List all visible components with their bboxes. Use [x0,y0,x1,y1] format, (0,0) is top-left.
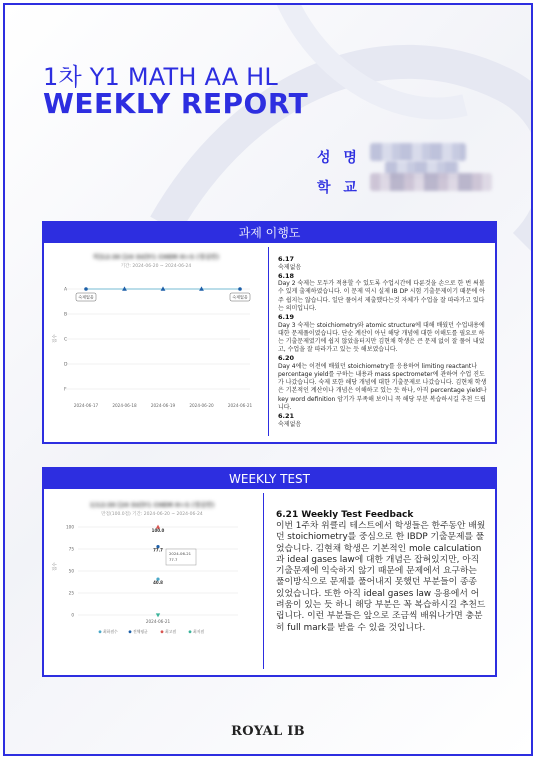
status-tag-label: 숙제없음 [232,294,248,300]
log-text: 숙제없음 [278,263,302,271]
x-tick-label: 2024-06-21 [227,403,253,408]
tooltip-line: 77.7 [169,557,178,562]
log-date: 6.19 [278,313,295,322]
x-tick-label: 2024-06-20 [189,403,214,408]
log-text: Day 3 숙제는 stoichiometry와 atomic structure에 대해 배웠던 수업내용에 대한 문제풀이였습니다. 단순 계산이 아닌 해당 개념에 대한 이해도를 필요로 하는 기출문제였기에 쉽지 않았을터지만 김현채 학생은 큰 문제 없이 잘 풀어 내었고, 수업을 잘 따라가고 있는 듯 해보였습니다. [278,321,485,354]
report-title: WEEKLY REPORT [43,87,309,120]
school-value-redacted [370,173,492,191]
y-tick-label: D [64,362,68,368]
assignment-chart [48,247,260,441]
weekly-test-section [42,467,497,677]
log-date: 6.18 [278,271,295,280]
data-point [122,286,127,290]
log-text: Day 2 숙제는 모두가 적용할 수 있도록 수업시간에 다룬것을 손으로 한 번 써볼 수 있게 출제하였습니다. 이 문제 역시 실제 IB DP 시험 기출문제이기 때문에 아주 쉽지는 않습니다. 일단 풀어서 제출했다는것 자체가 수업을 잘 따라가고 있다는 의미입니다. [278,280,486,312]
log-date: 6.21 [278,412,295,421]
report-subtitle: 1차 Y1 MATH AA HL [43,63,278,91]
data-point [238,287,242,291]
log-text: 숙제없음 [278,420,302,428]
weekly-test-chart-subtitle: 만점(100.0점) 기간: 2024-06-20 ~ 2024-06-24 [101,512,203,517]
y-tick-label: 75 [68,546,74,552]
data-label: 40.8 [153,580,163,586]
legend-marker [161,630,164,633]
y-tick-label: B [64,312,68,318]
legend-label: 최저점 [193,629,205,634]
feedback-text: 이번 1주차 위클리 테스트에서 학생들은 한주동안 배웠던 stoichiometry를 중심으로 한 IBDP 기출문제를 풀었습니다. 김현채 학생은 기본적인 mole calculation과 ideal gases law에 대한 개념은 잡혀있지만, 아직 기출문제에 익숙하지 않기 때문에 문제에서 요구하는 풀이방식으로 문제를 풀어내지 못했던 부분들이 종종 있었습니다. 또한 아직 ideal gases law 응용에서 어려움이 있는 듯 하니 해당 부분은 꼭 복습하시길 추천드립니다. 이런 부분들은 앞으로 조금씩 배워나가면 충분히 full mark를 받을 수 있을 것입니다. [276,521,486,633]
x-tick-label: 2024-06-18 [112,403,137,408]
assignment-chart-svg [48,247,260,437]
assignment-y-axis-label: 점수 [53,334,58,343]
report-page [3,3,533,756]
feedback-title: 6.21 Weekly Test Feedback [276,510,414,520]
legend-marker [189,630,192,633]
legend-marker [129,630,132,633]
y-tick-label: A [64,287,68,293]
legend-marker [99,630,102,633]
log-text: Day 4에는 이전에 배웠던 stoichiometry를 응용하여 limiting reactant나 percentage yield를 구하는 내용과 mass spectrometer에 관하여 수업 진도가 나갔습니다. 숙제 또한 해당 개념에 대한 기출문제로 나갔습니다. 김현채 학생은 기본적인 계산이나 개념은 이해하고 있는 듯 하나, 아직 percentage yield나 key word definition 암기가 부족해 보이니 꼭 해당 부분 복습하시길 추천 드립니다. [278,362,487,411]
legend-label: 최고점 [165,629,177,634]
assignment-header: 과제 이행도 [44,223,495,243]
assignment-divider [268,247,269,436]
school-label: 학 교 [317,180,361,196]
weekly-test-chart [48,493,260,647]
assignment-series [76,286,250,301]
assignment-section [42,221,497,444]
data-point [84,287,88,291]
brand-logo: ROYAL IB [231,724,305,739]
data-label: 77.7 [153,547,163,553]
y-tick-label: 25 [68,590,74,596]
name-label: 성 명 [317,150,361,166]
weekly-test-chart-title: 1)12:30 [24 SU]Y1 CHEM H+S (정심반) [89,502,215,509]
weekly-test-divider [263,493,264,669]
legend-label: 최하점수 [103,629,118,634]
weekly-test-feedback [276,509,487,634]
assignment-chart-title: 차]12:30 [24 SU]Y1 CHEM H+S (정심반) [92,254,220,261]
name-value-redacted [370,143,466,161]
y-tick-label: F [64,387,67,393]
weekly-test-tooltip [166,549,196,565]
tooltip-line: 2024-06-21 [169,551,192,556]
log-date: 6.20 [278,354,295,363]
x-tick-label: 2024-06-19 [150,403,176,408]
assignment-chart-grid [64,287,252,409]
weekly-test-chart-grid [66,525,238,625]
x-tick-label: 2024-06-17 [73,403,99,408]
data-point [156,613,160,617]
weekly-test-y-axis-label: 점수 [53,562,58,571]
assignment-log [278,255,487,429]
y-tick-label: 100 [66,524,74,530]
y-tick-label: 50 [68,568,74,574]
assignment-chart-subtitle: 기간: 2024-06-20 ~ 2024-06-24 [120,264,192,269]
legend-label: 전체평균 [133,629,148,634]
weekly-test-header: WEEKLY TEST [44,469,495,489]
y-tick-label: 0 [71,612,74,618]
weekly-test-legend [99,629,205,634]
data-point [199,286,204,290]
data-point [161,286,166,290]
weekly-test-chart-svg [48,493,260,643]
log-date: 6.17 [278,255,295,263]
data-label: 100.0 [151,528,165,533]
x-tick-label: 2024-06-21 [145,619,171,624]
y-tick-label: C [64,337,68,343]
status-tag-label: 숙제없음 [78,294,94,300]
